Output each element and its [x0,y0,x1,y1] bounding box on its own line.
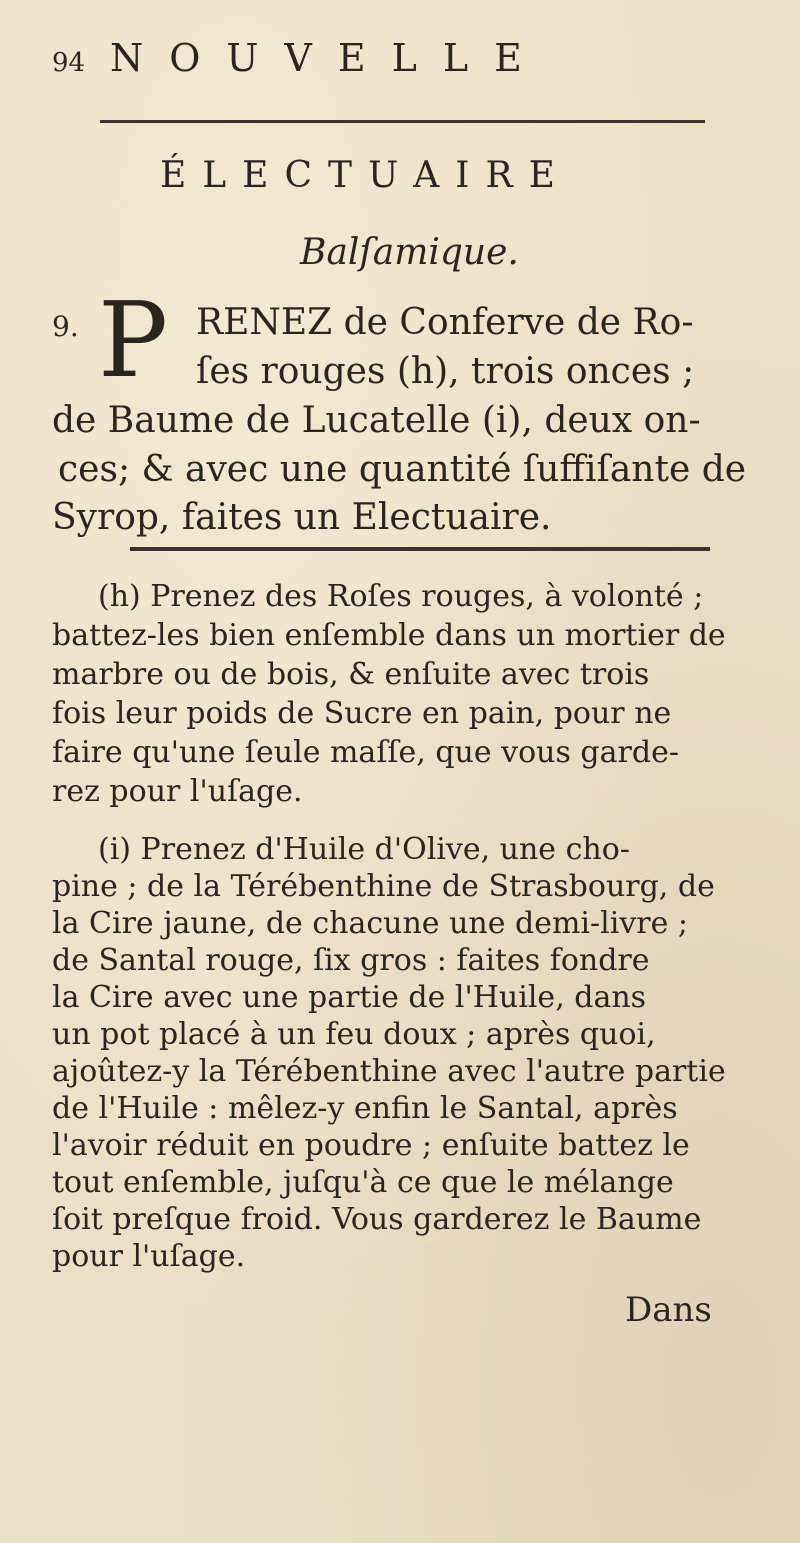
note-line: la Cire jaune, de chacune une demi-livre ; [52,906,689,941]
recipe-line: ſes rouges (h), trois onces ; [196,351,695,392]
recipe-line: RENEZ de Conferve de Ro- [196,302,694,343]
note-line: de Santal rouge, ſix gros : faites fondre [52,943,650,978]
section-heading: ÉLECTUAIRE [160,155,571,196]
page-number: 94 [52,48,86,78]
note-line: de l'Huile : mêlez-y enfin le Santal, après [52,1091,678,1126]
note-line: (i) Prenez d'Huile d'Olive, une cho- [98,832,630,867]
note-line: la Cire avec une partie de l'Huile, dans [52,980,647,1015]
note-line: rez pour l'uſage. [52,774,303,809]
note-line: l'avoir réduit en poudre ; enſuite battez le [52,1128,690,1163]
note-line: fois leur poids de Sucre en pain, pour ne [52,696,672,731]
note-line: battez-les bien enſemble dans un mortier de [52,618,726,653]
recipe-line: Syrop, faites un Electuaire. [52,497,552,538]
running-title: NOUVELLE [110,36,548,80]
note-line: faire qu'une ſeule maſſe, que vous garde- [52,735,679,770]
note-line: pine ; de la Térébenthine de Strasbourg, de [52,869,715,904]
note-line: (h) Prenez des Roſes rouges, à volonté ; [98,579,704,614]
note-line: marbre ou de bois, & enſuite avec trois [52,657,650,692]
header-rule [100,120,705,123]
note-line: ajoûtez-y la Térébenthine avec l'autre partie [52,1054,726,1089]
section-divider [130,547,710,551]
section-subheading: Balſamique. [300,232,519,273]
note-line: tout enſemble, juſqu'à ce que le mélange [52,1165,674,1200]
note-line: un pot placé à un feu doux ; après quoi, [52,1017,656,1052]
catchword: Dans [625,1290,712,1330]
recipe-number: 9. [52,310,79,343]
note-line: pour l'uſage. [52,1239,246,1274]
recipe-line: de Baume de Lucatelle (i), deux on- [52,400,701,441]
recipe-line: ces; & avec une quantité ſuffiſante de [58,449,747,490]
note-line: ſoit preſque froid. Vous garderez le Baume [52,1202,702,1237]
drop-cap: P [98,279,168,401]
